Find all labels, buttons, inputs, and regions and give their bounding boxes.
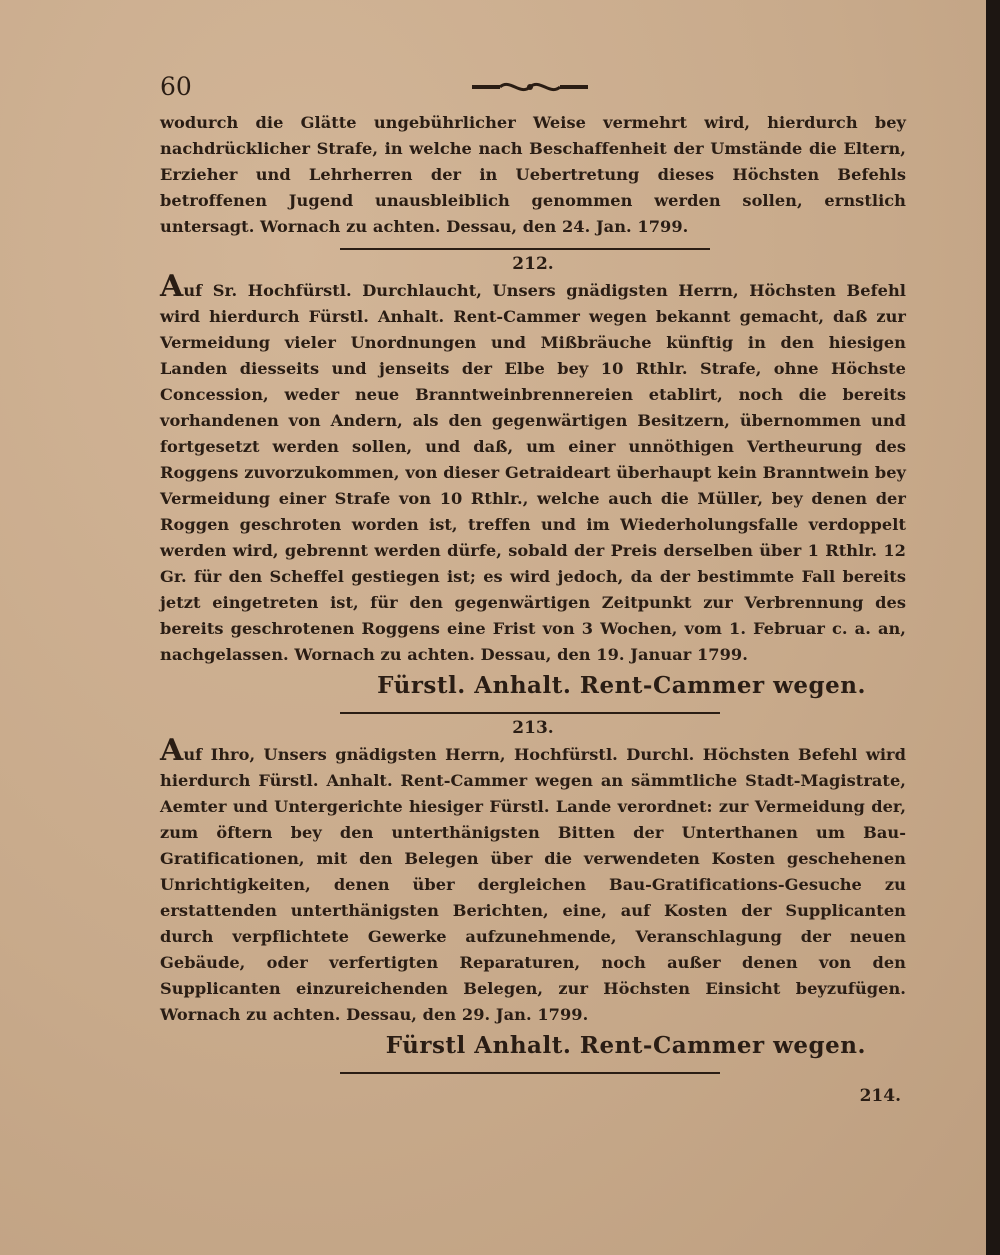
entry-number-212: 212.	[512, 254, 554, 274]
entry-212-body: uf Sr. Hochfürstl. Durchlaucht, Unsers gnädigsten Herrn, Höchsten Befehl wird hierdurch Fürstl. Anhalt. Rent-Cammer wegen bekannt gemacht, daß zur Vermeidung vieler Unordnungen und Mißbräuche künftig in den hiesigen Landen diesseits und jenseits der Elbe bey 10 Rthlr. Strafe, ohne Höchste Concession, weder neue Branntweinbrennereien etablirt, noch die bereits vorhandenen von Andern, als den gegenwärtigen Besitzern, übernommen und fortgesetzt werden sollen, und daß, um einer unnöthigen Vertheurung des Roggens zuvorzukommen, von dieser Getraideart überhaupt kein Branntwein bey Vermeidung einer Strafe von 10 Rthlr., welche auch die Müller, bey denen der Roggen geschroten worden ist, treffen und im Wiederholungsfalle verdoppelt werden wird, gebrennt werden dürfe, sobald der Preis derselben über 1 Rthlr. 12 Gr. für den Scheffel gestiegen ist; es wird jedoch, da der bestimmte Fall bereits jetzt eingetreten ist, für den gegenwärtigen Zeitpunkt zur Verbrennung des bereits geschrotenen Roggens eine Frist von 3 Wochen, vom 1. Februar c. a. an, nachgelassen. Wornach zu achten. Dessau, den 19. Januar 1799.	[160, 281, 906, 664]
entry-213-text	[160, 733, 906, 1028]
entry-number-213: 213.	[512, 718, 554, 738]
page-number: 60	[160, 72, 192, 101]
catchword: 214.	[859, 1086, 901, 1106]
drop-initial: A	[160, 733, 184, 768]
entry-213-body: uf Ihro, Unsers gnädigsten Herrn, Hochfürstl. Durchl. Höchsten Befehl wird hierdurch Fürstl. Anhalt. Rent-Cammer wegen an sämmtliche Stadt-Magistrate, Aemter und Untergerichte hiesiger Fürstl. Lande verordnet: zur Vermeidung der, zum öftern bey den unterthänigsten Bitten der Unterthanen um Bau-Gratificationen, mit den Belegen über die verwendeten Kosten geschehenen Unrichtigkeiten, denen über dergleichen Bau-Gratifications-Gesuche zu erstattenden unterthänigsten Berichten, eine, auf Kosten der Supplicanten durch verpflichtete Gewerke aufzunehmende, Veranschlagung der neuen Gebäude, oder verfertigten Reparaturen, noch außer denen von den Supplicanten einzureichenden Belegen, zur Höchsten Einsicht beyzufügen. Wornach zu achten. Dessau, den 29. Jan. 1799.	[160, 745, 906, 1024]
entry-212-text	[160, 269, 906, 668]
document-page	[160, 70, 906, 1106]
book-edge-shadow	[986, 0, 1000, 1255]
signature-212: Fürstl. Anhalt. Rent-Cammer wegen.	[377, 672, 866, 699]
page-header	[160, 70, 906, 110]
signature-213: Fürstl Anhalt. Rent-Cammer wegen.	[385, 1032, 866, 1059]
drop-initial: A	[160, 269, 184, 304]
header-ornament-icon	[470, 78, 590, 96]
entry-211-text: wodurch die Glätte ungebührlicher Weise vermehrt wird, hierdurch bey nachdrücklicher Strafe, in welche nach Beschaffenheit der Umstände die Eltern, Erzieher und Lehrherren der in Uebertretung dieses Höchsten Befehls betroffenen Jugend unausbleiblich genommen werden sollen, ernstlich untersagt. Wornach zu achten. Dessau, den 24. Jan. 1799.	[160, 113, 906, 236]
